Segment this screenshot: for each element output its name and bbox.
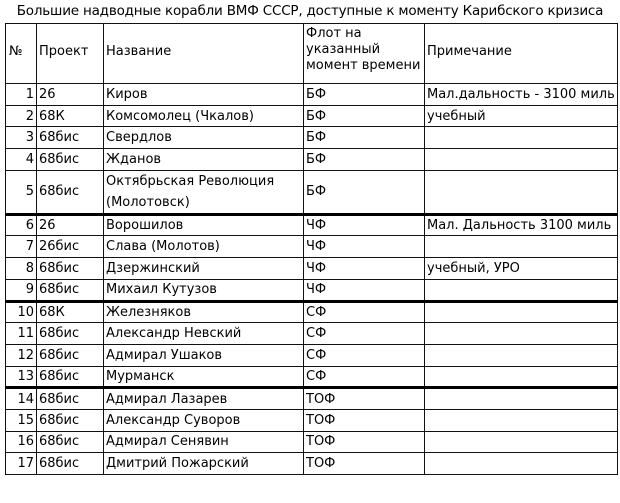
row-project: 68бис [37, 431, 104, 453]
row-number: 6 [6, 214, 37, 236]
row-fleet: БФ [304, 105, 425, 127]
row-fleet: ТОФ [304, 409, 425, 431]
row-fleet: ТОФ [304, 431, 425, 453]
row-number: 8 [6, 258, 37, 280]
row-project: 68бис [37, 170, 104, 214]
table-row [6, 366, 618, 388]
row-ship-name: Дмитрий Пожарский [104, 453, 304, 475]
row-project: 68бис [37, 323, 104, 345]
row-note [425, 323, 618, 345]
table-row [6, 409, 618, 431]
row-fleet: ТОФ [304, 388, 425, 410]
row-ship-name: Комсомолец (Чкалов) [104, 105, 304, 127]
row-project: 26 [37, 214, 104, 236]
row-number: 11 [6, 323, 37, 345]
table-title: Большие надводные корабли ВМФ СССР, доступные к моменту Карибского кризиса [16, 3, 604, 19]
row-note [425, 366, 618, 388]
row-note [425, 453, 618, 475]
header-name: Название [104, 24, 304, 84]
row-fleet: ЧФ [304, 258, 425, 280]
row-number: 17 [6, 453, 37, 475]
row-number: 16 [6, 431, 37, 453]
row-project: 68К [37, 105, 104, 127]
row-fleet: СФ [304, 301, 425, 323]
table-row [6, 258, 618, 280]
table-row [6, 170, 618, 214]
ships-table [5, 23, 618, 475]
header-row [6, 24, 618, 84]
row-number: 4 [6, 149, 37, 171]
table-row [6, 279, 618, 301]
row-ship-name: Жданов [104, 149, 304, 171]
row-project: 68бис [37, 149, 104, 171]
row-ship-name: Адмирал Ушаков [104, 344, 304, 366]
table-row [6, 236, 618, 258]
row-ship-name: Адмирал Лазарев [104, 388, 304, 410]
row-project: 68бис [37, 409, 104, 431]
row-note: учебный, УРО [425, 258, 618, 280]
row-fleet: СФ [304, 344, 425, 366]
table-row [6, 214, 618, 236]
row-number: 1 [6, 84, 37, 106]
row-number: 15 [6, 409, 37, 431]
row-note: Мал.дальность - 3100 миль [425, 84, 618, 106]
row-fleet: СФ [304, 323, 425, 345]
row-fleet: БФ [304, 84, 425, 106]
row-fleet: ЧФ [304, 214, 425, 236]
row-note: учебный [425, 105, 618, 127]
row-note [425, 279, 618, 301]
row-number: 10 [6, 301, 37, 323]
row-project: 26бис [37, 236, 104, 258]
row-project: 68К [37, 301, 104, 323]
row-fleet: ЧФ [304, 236, 425, 258]
row-note [425, 431, 618, 453]
header-note: Примечание [425, 24, 618, 84]
row-ship-name: Адмирал Сенявин [104, 431, 304, 453]
row-ship-name: Ворошилов [104, 214, 304, 236]
row-note [425, 388, 618, 410]
row-note [425, 236, 618, 258]
row-ship-name: Октябрьская Революция (Молотовск) [104, 170, 304, 214]
row-note [425, 149, 618, 171]
header-project: Проект [37, 24, 104, 84]
table-row [6, 301, 618, 323]
row-ship-name: Александр Суворов [104, 409, 304, 431]
row-fleet: СФ [304, 366, 425, 388]
row-number: 5 [6, 170, 37, 214]
row-ship-name: Свердлов [104, 127, 304, 149]
row-project: 68бис [37, 453, 104, 475]
row-number: 12 [6, 344, 37, 366]
row-number: 3 [6, 127, 37, 149]
row-ship-name: Дзержинский [104, 258, 304, 280]
row-fleet: ЧФ [304, 279, 425, 301]
header-fleet: Флот на указанный момент времени [304, 24, 425, 84]
row-ship-name: Александр Невский [104, 323, 304, 345]
row-fleet: БФ [304, 170, 425, 214]
row-project: 68бис [37, 366, 104, 388]
row-ship-name: Слава (Молотов) [104, 236, 304, 258]
table-row [6, 388, 618, 410]
row-fleet: БФ [304, 149, 425, 171]
table-row [6, 149, 618, 171]
row-project: 68бис [37, 258, 104, 280]
row-project: 68бис [37, 279, 104, 301]
table-row [6, 344, 618, 366]
row-number: 7 [6, 236, 37, 258]
header-num: № [6, 24, 37, 84]
row-ship-name: Железняков [104, 301, 304, 323]
row-project: 68бис [37, 127, 104, 149]
row-note: Мал. Дальность 3100 миль [425, 214, 618, 236]
table-row [6, 453, 618, 475]
row-number: 14 [6, 388, 37, 410]
row-ship-name: Мурманск [104, 366, 304, 388]
row-note [425, 127, 618, 149]
row-note [425, 344, 618, 366]
row-note [425, 170, 618, 214]
row-note [425, 409, 618, 431]
row-project: 68бис [37, 388, 104, 410]
row-note [425, 301, 618, 323]
table-row [6, 431, 618, 453]
row-project: 26 [37, 84, 104, 106]
row-ship-name: Киров [104, 84, 304, 106]
row-fleet: БФ [304, 127, 425, 149]
row-ship-name: Михаил Кутузов [104, 279, 304, 301]
row-number: 2 [6, 105, 37, 127]
row-number: 13 [6, 366, 37, 388]
row-project: 68бис [37, 344, 104, 366]
table-row [6, 105, 618, 127]
table-row [6, 127, 618, 149]
row-fleet: ТОФ [304, 453, 425, 475]
table-row [6, 84, 618, 106]
row-number: 9 [6, 279, 37, 301]
table-row [6, 323, 618, 345]
